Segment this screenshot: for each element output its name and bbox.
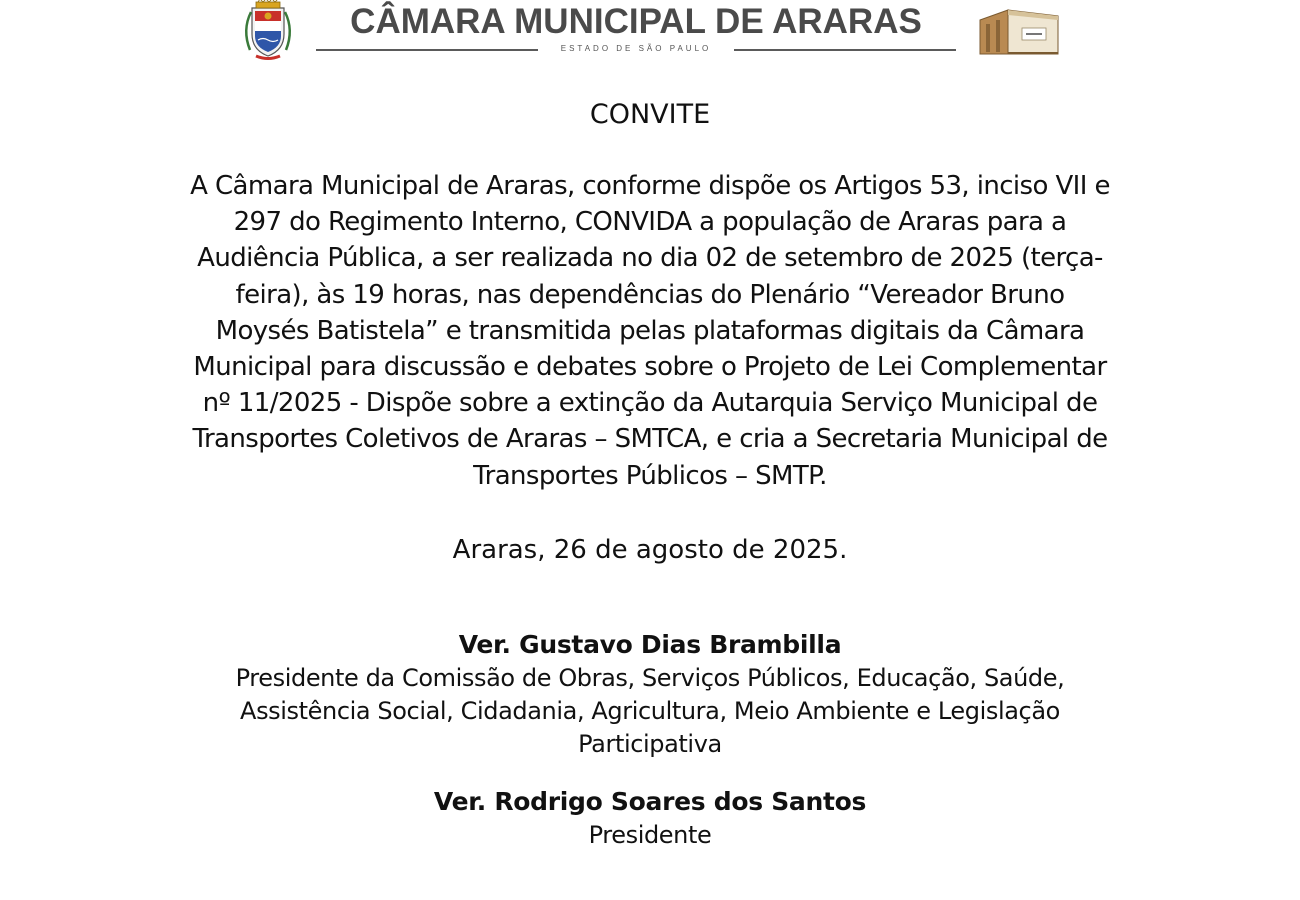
signatory-role: Presidente xyxy=(588,820,712,849)
municipal-crest-icon xyxy=(238,0,298,62)
subtitle-row xyxy=(312,42,960,56)
invitation-document xyxy=(180,96,1120,852)
institution-title: CÂMARA MUNICIPAL DE ARARAS xyxy=(350,2,922,41)
letterhead xyxy=(238,0,1062,62)
letterhead-title-block xyxy=(312,0,960,62)
date-line: Araras, 26 de agosto de 2025. xyxy=(452,534,848,565)
signatory-name: Ver. Rodrigo Soares dos Santos xyxy=(433,786,867,816)
state-subtitle: ESTADO DE SÃO PAULO xyxy=(560,44,712,53)
signatory-name: Ver. Gustavo Dias Brambilla xyxy=(458,629,842,659)
chamber-building-icon xyxy=(978,6,1060,56)
signature-block xyxy=(180,785,1120,852)
signature-block xyxy=(180,628,1120,761)
document-heading: CONVITE xyxy=(589,99,711,130)
subtitle-divider-right xyxy=(734,49,956,51)
signatory-role: Presidente da Comissão de Obras, Serviços Públicos, Educação, Saúde, Assistência Social, Cidadania, Agricultura, Meio Ambiente e Legislação Participativa xyxy=(235,663,1065,758)
invitation-body: A Câmara Municipal de Araras, conforme dispõe os Artigos 53, inciso VII e 297 do Regimento Interno, CONVIDA a população de Araras para a Audiência Pública, a ser realizada no dia 02 de setembro de 2025 (terça-feira), às 19 horas, nas dependências do Plenário “Vereador Bruno Moysés Batistela” e transmitida pelas plataformas digitais da Câmara Municipal para discussão e debates sobre o Projeto de Lei Complementar nº 11/2025 - Dispõe sobre a extinção da Autarquia Serviço Municipal de Transportes Coletivos de Araras – SMTCA, e cria a Secretaria Municipal de Transportes Públicos – SMTP. xyxy=(190,171,1110,491)
subtitle-divider-left xyxy=(316,49,538,51)
